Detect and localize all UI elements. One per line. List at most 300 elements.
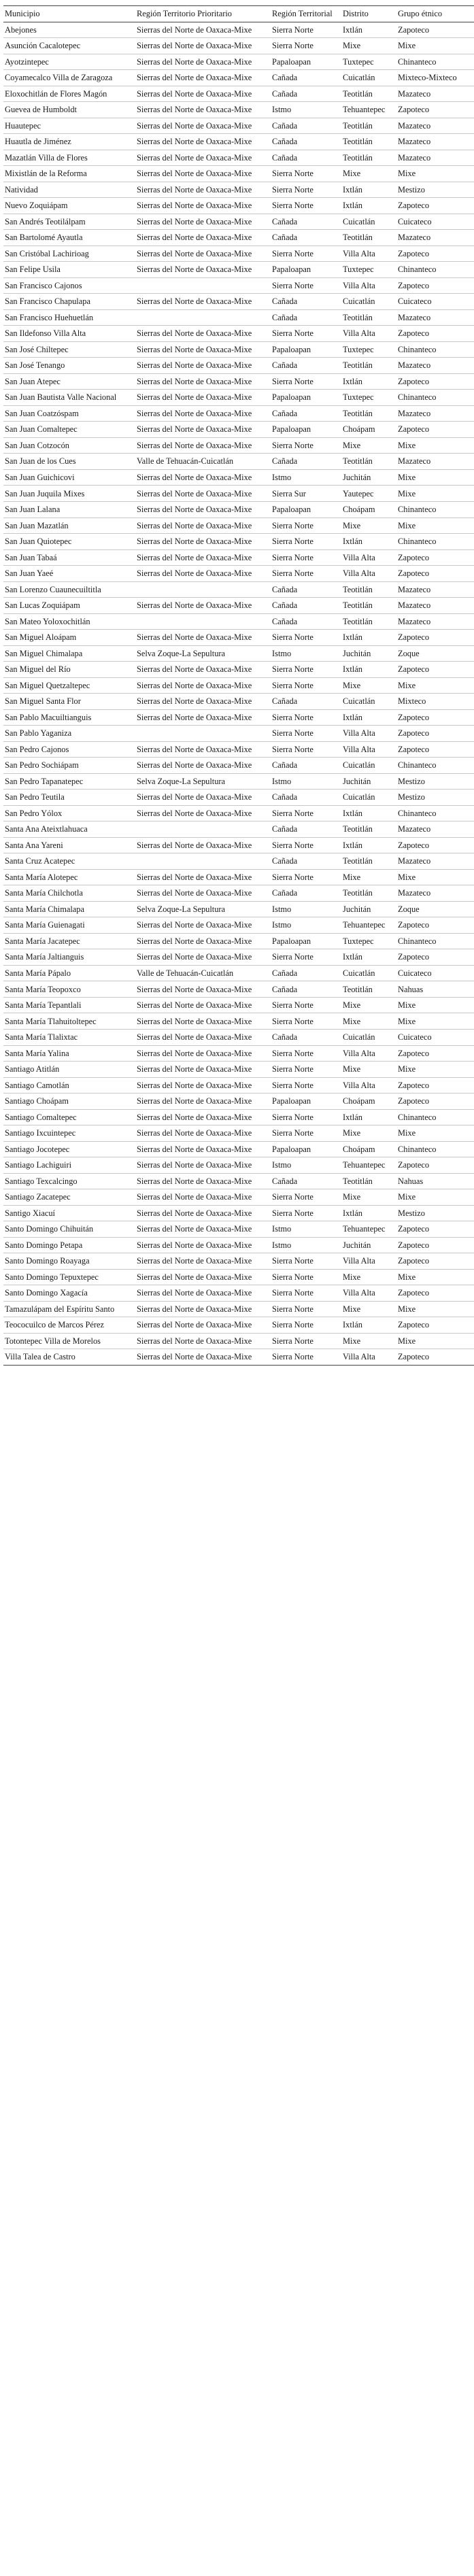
distrito-cell: Villa Alta <box>341 726 396 742</box>
municipio-cell: Santa María Jaltianguis <box>3 949 135 966</box>
region-prioritaria-cell <box>135 277 271 294</box>
grupo-etnico-cell: Zapoteco <box>396 630 474 646</box>
region-prioritaria-cell: Selva Zoque-La Sepultura <box>135 645 271 662</box>
distrito-cell: Ixtlán <box>341 1109 396 1125</box>
region-territorial-cell: Papaloapan <box>271 54 341 70</box>
grupo-etnico-cell: Mazateco <box>396 885 474 902</box>
region-prioritaria-cell: Sierras del Norte de Oaxaca-Mixe <box>135 1317 271 1334</box>
municipio-cell: San Mateo Yoloxochitlán <box>3 613 135 630</box>
region-territorial-cell: Sierra Norte <box>271 630 341 646</box>
table-row <box>3 358 474 374</box>
distrito-cell: Teotitlán <box>341 613 396 630</box>
municipio-cell: Santiago Lachiguiri <box>3 1157 135 1174</box>
region-prioritaria-cell: Sierras del Norte de Oaxaca-Mixe <box>135 1349 271 1366</box>
distrito-cell: Ixtlán <box>341 1205 396 1221</box>
table-row <box>3 1349 474 1366</box>
municipio-cell: Huautla de Jiménez <box>3 134 135 150</box>
distrito-cell: Villa Alta <box>341 741 396 758</box>
region-prioritaria-cell: Sierras del Norte de Oaxaca-Mixe <box>135 662 271 678</box>
grupo-etnico-cell: Zapoteco <box>396 662 474 678</box>
municipio-cell: San Juan Juquila Mixes <box>3 486 135 502</box>
table-row <box>3 150 474 166</box>
table-row <box>3 245 474 262</box>
region-prioritaria-cell: Sierras del Norte de Oaxaca-Mixe <box>135 86 271 102</box>
table-row <box>3 469 474 486</box>
region-territorial-cell: Istmo <box>271 469 341 486</box>
region-territorial-cell: Sierra Norte <box>271 38 341 54</box>
grupo-etnico-cell: Chinanteco <box>396 805 474 821</box>
municipio-cell: San Juan Guichicovi <box>3 469 135 486</box>
region-territorial-cell: Istmo <box>271 1221 341 1238</box>
grupo-etnico-cell: Mixe <box>396 869 474 885</box>
region-prioritaria-cell: Sierras del Norte de Oaxaca-Mixe <box>135 1030 271 1046</box>
distrito-cell: Tehuantepec <box>341 102 396 118</box>
table-row <box>3 598 474 614</box>
region-prioritaria-cell: Sierras del Norte de Oaxaca-Mixe <box>135 437 271 454</box>
municipio-cell: Santa María Pápalo <box>3 965 135 981</box>
municipio-cell: Santigo Xiacuí <box>3 1205 135 1221</box>
region-prioritaria-cell: Sierras del Norte de Oaxaca-Mixe <box>135 1253 271 1270</box>
grupo-etnico-cell: Mixe <box>396 518 474 534</box>
grupo-etnico-cell: Mestizo <box>396 182 474 198</box>
region-territorial-cell: Sierra Norte <box>271 1189 341 1206</box>
municipio-cell: Tamazulápam del Espíritu Santo <box>3 1301 135 1317</box>
distrito-cell: Mixe <box>341 38 396 54</box>
table-row <box>3 837 474 853</box>
grupo-etnico-cell: Mixe <box>396 1189 474 1206</box>
distrito-cell: Teotitlán <box>341 581 396 598</box>
municipio-cell: San Andrés Teotilálpam <box>3 214 135 230</box>
region-territorial-cell: Cañada <box>271 1030 341 1046</box>
municipio-cell: Santa María Tlahuitoltepec <box>3 1013 135 1030</box>
region-prioritaria-cell: Sierras del Norte de Oaxaca-Mixe <box>135 566 271 582</box>
region-territorial-cell: Cañada <box>271 790 341 806</box>
grupo-etnico-cell: Chinanteco <box>396 758 474 774</box>
table-row <box>3 262 474 278</box>
municipio-cell: Santa María Teopoxco <box>3 981 135 998</box>
region-territorial-cell: Sierra Norte <box>271 1125 341 1142</box>
municipio-cell: San Pedro Yólox <box>3 805 135 821</box>
distrito-cell: Villa Alta <box>341 326 396 342</box>
region-prioritaria-cell: Sierras del Norte de Oaxaca-Mixe <box>135 949 271 966</box>
region-prioritaria-cell: Sierras del Norte de Oaxaca-Mixe <box>135 885 271 902</box>
region-territorial-cell: Cañada <box>271 965 341 981</box>
grupo-etnico-cell: Mazateco <box>396 358 474 374</box>
table-row <box>3 326 474 342</box>
region-prioritaria-cell: Sierras del Norte de Oaxaca-Mixe <box>135 1173 271 1189</box>
municipio-cell: San Juan Cotzocón <box>3 437 135 454</box>
grupo-etnico-cell: Chinanteco <box>396 501 474 518</box>
municipio-cell: Huautepec <box>3 118 135 134</box>
region-prioritaria-cell: Sierras del Norte de Oaxaca-Mixe <box>135 1062 271 1078</box>
region-prioritaria-cell: Sierras del Norte de Oaxaca-Mixe <box>135 150 271 166</box>
grupo-etnico-cell: Cuicateco <box>396 1030 474 1046</box>
region-territorial-cell: Sierra Norte <box>271 1349 341 1366</box>
region-prioritaria-cell: Sierras del Norte de Oaxaca-Mixe <box>135 230 271 246</box>
grupo-etnico-cell: Chinanteco <box>396 534 474 550</box>
distrito-cell: Ixtlán <box>341 182 396 198</box>
municipio-cell: San Cristóbal Lachirioag <box>3 245 135 262</box>
region-territorial-cell: Cañada <box>271 70 341 86</box>
table-row <box>3 1062 474 1078</box>
municipio-cell: Santa María Guienagati <box>3 917 135 934</box>
region-territorial-cell: Istmo <box>271 102 341 118</box>
grupo-etnico-cell: Zoque <box>396 645 474 662</box>
table-row <box>3 1237 474 1253</box>
distrito-cell: Teotitlán <box>341 309 396 326</box>
municipio-cell: Santo Domingo Roayaga <box>3 1253 135 1270</box>
municipio-cell: Santo Domingo Chihuitán <box>3 1221 135 1238</box>
region-territorial-cell: Sierra Norte <box>271 1301 341 1317</box>
region-territorial-cell: Cañada <box>271 118 341 134</box>
region-territorial-cell: Cañada <box>271 134 341 150</box>
table-row <box>3 997 474 1013</box>
municipio-cell: Santa Cruz Acatepec <box>3 853 135 870</box>
grupo-etnico-cell: Chinanteco <box>396 390 474 406</box>
municipio-cell: Santiago Camotlán <box>3 1077 135 1094</box>
region-prioritaria-cell: Sierras del Norte de Oaxaca-Mixe <box>135 1285 271 1302</box>
table-row <box>3 645 474 662</box>
distrito-cell: Teotitlán <box>341 454 396 470</box>
distrito-cell: Mixe <box>341 1125 396 1142</box>
region-territorial-cell: Cañada <box>271 598 341 614</box>
region-territorial-cell: Sierra Norte <box>271 166 341 182</box>
region-prioritaria-cell <box>135 613 271 630</box>
table-row <box>3 613 474 630</box>
municipio-cell: Natividad <box>3 182 135 198</box>
region-territorial-cell: Sierra Norte <box>271 741 341 758</box>
region-territorial-cell: Cañada <box>271 1173 341 1189</box>
table-row <box>3 437 474 454</box>
region-prioritaria-cell <box>135 821 271 838</box>
table-row <box>3 1173 474 1189</box>
municipio-cell: San Juan Quiotepec <box>3 534 135 550</box>
municipio-cell: Santiago Comaltepec <box>3 1109 135 1125</box>
region-prioritaria-cell: Sierras del Norte de Oaxaca-Mixe <box>135 1077 271 1094</box>
municipio-cell: Santa María Alotepec <box>3 869 135 885</box>
municipio-cell: Santo Domingo Xagacía <box>3 1285 135 1302</box>
distrito-cell: Cuicatlán <box>341 790 396 806</box>
table-row <box>3 1013 474 1030</box>
municipios-table <box>3 5 474 1366</box>
region-territorial-cell: Sierra Norte <box>271 1013 341 1030</box>
region-territorial-cell: Sierra Norte <box>271 1285 341 1302</box>
table-row <box>3 1317 474 1334</box>
grupo-etnico-cell: Mixe <box>396 486 474 502</box>
table-row <box>3 566 474 582</box>
region-prioritaria-cell <box>135 726 271 742</box>
region-prioritaria-cell: Sierras del Norte de Oaxaca-Mixe <box>135 677 271 694</box>
municipio-cell: Santa Ana Ateixtlahuaca <box>3 821 135 838</box>
grupo-etnico-cell: Mazateco <box>396 821 474 838</box>
grupo-etnico-cell: Mazateco <box>396 309 474 326</box>
distrito-cell: Teotitlán <box>341 405 396 422</box>
region-prioritaria-cell: Sierras del Norte de Oaxaca-Mixe <box>135 1094 271 1110</box>
distrito-cell: Mixe <box>341 869 396 885</box>
region-territorial-cell: Sierra Norte <box>271 1253 341 1270</box>
table-row <box>3 277 474 294</box>
table-row <box>3 758 474 774</box>
grupo-etnico-cell: Mixe <box>396 1013 474 1030</box>
distrito-cell: Ixtlán <box>341 949 396 966</box>
table-row <box>3 501 474 518</box>
table-row <box>3 1125 474 1142</box>
region-territorial-cell: Sierra Norte <box>271 566 341 582</box>
grupo-etnico-cell: Chinanteco <box>396 1141 474 1157</box>
distrito-cell: Yautepec <box>341 486 396 502</box>
region-territorial-cell: Sierra Norte <box>271 997 341 1013</box>
distrito-cell: Mixe <box>341 1189 396 1206</box>
region-prioritaria-cell: Sierras del Norte de Oaxaca-Mixe <box>135 262 271 278</box>
distrito-cell: Ixtlán <box>341 1317 396 1334</box>
region-prioritaria-cell: Sierras del Norte de Oaxaca-Mixe <box>135 70 271 86</box>
municipio-cell: San Miguel del Río <box>3 662 135 678</box>
grupo-etnico-cell: Mazateco <box>396 454 474 470</box>
table-row <box>3 405 474 422</box>
table-row <box>3 38 474 54</box>
distrito-cell: Tuxtepec <box>341 262 396 278</box>
table-row <box>3 294 474 310</box>
distrito-cell: Teotitlán <box>341 598 396 614</box>
municipio-cell: Ayotzintepec <box>3 54 135 70</box>
table-row <box>3 230 474 246</box>
table-row <box>3 534 474 550</box>
header-distrito: Distrito <box>341 6 396 22</box>
region-territorial-cell: Cañada <box>271 581 341 598</box>
region-territorial-cell: Cañada <box>271 150 341 166</box>
grupo-etnico-cell: Zapoteco <box>396 1237 474 1253</box>
table-row <box>3 1109 474 1125</box>
region-territorial-cell: Cañada <box>271 358 341 374</box>
distrito-cell: Ixtlán <box>341 709 396 726</box>
distrito-cell: Teotitlán <box>341 134 396 150</box>
region-prioritaria-cell: Sierras del Norte de Oaxaca-Mixe <box>135 630 271 646</box>
region-prioritaria-cell: Sierras del Norte de Oaxaca-Mixe <box>135 1333 271 1349</box>
municipio-cell: Teococuilco de Marcos Pérez <box>3 1317 135 1334</box>
distrito-cell: Juchitán <box>341 469 396 486</box>
region-territorial-cell: Cañada <box>271 405 341 422</box>
distrito-cell: Teotitlán <box>341 358 396 374</box>
distrito-cell: Cuicatlán <box>341 758 396 774</box>
region-territorial-cell: Cañada <box>271 758 341 774</box>
table-row <box>3 1205 474 1221</box>
municipio-cell: Santo Domingo Petapa <box>3 1237 135 1253</box>
region-prioritaria-cell: Sierras del Norte de Oaxaca-Mixe <box>135 1205 271 1221</box>
distrito-cell: Mixe <box>341 518 396 534</box>
municipio-cell: San Francisco Chapulapa <box>3 294 135 310</box>
region-territorial-cell: Istmo <box>271 645 341 662</box>
municipio-cell: Santa María Yalina <box>3 1045 135 1062</box>
region-territorial-cell: Sierra Norte <box>271 1269 341 1285</box>
grupo-etnico-cell: Zapoteco <box>396 277 474 294</box>
grupo-etnico-cell: Mixteco <box>396 694 474 710</box>
region-territorial-cell: Sierra Norte <box>271 182 341 198</box>
municipio-cell: Asunción Cacalotepec <box>3 38 135 54</box>
distrito-cell: Cuicatlán <box>341 214 396 230</box>
distrito-cell: Villa Alta <box>341 245 396 262</box>
region-prioritaria-cell: Sierras del Norte de Oaxaca-Mixe <box>135 758 271 774</box>
grupo-etnico-cell: Cuicateco <box>396 294 474 310</box>
grupo-etnico-cell: Zapoteco <box>396 1349 474 1366</box>
region-territorial-cell: Sierra Norte <box>271 709 341 726</box>
region-prioritaria-cell: Sierras del Norte de Oaxaca-Mixe <box>135 933 271 949</box>
region-prioritaria-cell: Sierras del Norte de Oaxaca-Mixe <box>135 534 271 550</box>
region-prioritaria-cell: Sierras del Norte de Oaxaca-Mixe <box>135 22 271 38</box>
grupo-etnico-cell: Zoque <box>396 901 474 917</box>
region-territorial-cell: Cañada <box>271 981 341 998</box>
table-row <box>3 102 474 118</box>
region-prioritaria-cell: Valle de Tehuacán-Cuicatlán <box>135 965 271 981</box>
region-prioritaria-cell: Sierras del Norte de Oaxaca-Mixe <box>135 118 271 134</box>
grupo-etnico-cell: Mazateco <box>396 853 474 870</box>
municipio-cell: San Pedro Teutila <box>3 790 135 806</box>
table-row <box>3 1285 474 1302</box>
region-territorial-cell: Papaloapan <box>271 501 341 518</box>
grupo-etnico-cell: Mazateco <box>396 405 474 422</box>
region-prioritaria-cell: Sierras del Norte de Oaxaca-Mixe <box>135 741 271 758</box>
region-prioritaria-cell: Sierras del Norte de Oaxaca-Mixe <box>135 134 271 150</box>
region-prioritaria-cell: Sierras del Norte de Oaxaca-Mixe <box>135 1269 271 1285</box>
region-territorial-cell: Sierra Norte <box>271 869 341 885</box>
region-prioritaria-cell: Sierras del Norte de Oaxaca-Mixe <box>135 469 271 486</box>
distrito-cell: Tuxtepec <box>341 933 396 949</box>
table-row <box>3 1253 474 1270</box>
region-territorial-cell: Sierra Norte <box>271 549 341 566</box>
municipio-cell: Santo Domingo Tepuxtepec <box>3 1269 135 1285</box>
table-row <box>3 901 474 917</box>
region-territorial-cell: Sierra Norte <box>271 277 341 294</box>
distrito-cell: Tuxtepec <box>341 390 396 406</box>
distrito-cell: Ixtlán <box>341 22 396 38</box>
header-region-territorial: Región Territorial <box>271 6 341 22</box>
distrito-cell: Mixe <box>341 997 396 1013</box>
distrito-cell: Ixtlán <box>341 373 396 390</box>
distrito-cell: Villa Alta <box>341 1045 396 1062</box>
region-prioritaria-cell: Sierras del Norte de Oaxaca-Mixe <box>135 1301 271 1317</box>
region-prioritaria-cell: Selva Zoque-La Sepultura <box>135 773 271 790</box>
grupo-etnico-cell: Chinanteco <box>396 933 474 949</box>
grupo-etnico-cell: Mixteco-Mixteco <box>396 70 474 86</box>
municipio-cell: Santiago Jocotepec <box>3 1141 135 1157</box>
table-row <box>3 869 474 885</box>
region-prioritaria-cell: Sierras del Norte de Oaxaca-Mixe <box>135 486 271 502</box>
region-territorial-cell: Papaloapan <box>271 341 341 358</box>
grupo-etnico-cell: Nahuas <box>396 981 474 998</box>
header-municipio: Municipio <box>3 6 135 22</box>
grupo-etnico-cell: Zapoteco <box>396 1317 474 1334</box>
distrito-cell: Tehuantepec <box>341 917 396 934</box>
region-prioritaria-cell: Sierras del Norte de Oaxaca-Mixe <box>135 1125 271 1142</box>
distrito-cell: Juchitán <box>341 773 396 790</box>
region-prioritaria-cell: Sierras del Norte de Oaxaca-Mixe <box>135 549 271 566</box>
region-territorial-cell: Sierra Norte <box>271 1317 341 1334</box>
table-row <box>3 694 474 710</box>
municipio-cell: Santa María Tepantlali <box>3 997 135 1013</box>
grupo-etnico-cell: Zapoteco <box>396 198 474 214</box>
table-row <box>3 790 474 806</box>
municipio-cell: Mazatlán Villa de Flores <box>3 150 135 166</box>
distrito-cell: Tehuantepec <box>341 1157 396 1174</box>
municipio-cell: San Pablo Yaganiza <box>3 726 135 742</box>
region-territorial-cell: Sierra Norte <box>271 1045 341 1062</box>
region-territorial-cell: Papaloapan <box>271 262 341 278</box>
grupo-etnico-cell: Mixe <box>396 1269 474 1285</box>
table-row <box>3 518 474 534</box>
region-territorial-cell: Sierra Norte <box>271 326 341 342</box>
region-territorial-cell: Papaloapan <box>271 933 341 949</box>
region-territorial-cell: Sierra Norte <box>271 22 341 38</box>
region-prioritaria-cell: Sierras del Norte de Oaxaca-Mixe <box>135 245 271 262</box>
municipio-cell: Santa María Jacatepec <box>3 933 135 949</box>
table-row <box>3 949 474 966</box>
municipio-cell: San Bartolomé Ayautla <box>3 230 135 246</box>
distrito-cell: Cuicatlán <box>341 1030 396 1046</box>
region-prioritaria-cell: Sierras del Norte de Oaxaca-Mixe <box>135 1045 271 1062</box>
region-prioritaria-cell: Selva Zoque-La Sepultura <box>135 901 271 917</box>
region-territorial-cell: Papaloapan <box>271 422 341 438</box>
municipio-cell: Santiago Ixcuintepec <box>3 1125 135 1142</box>
grupo-etnico-cell: Zapoteco <box>396 326 474 342</box>
municipio-cell: Eloxochitlán de Flores Magón <box>3 86 135 102</box>
table-row <box>3 853 474 870</box>
grupo-etnico-cell: Mestizo <box>396 790 474 806</box>
municipio-cell: Guevea de Humboldt <box>3 102 135 118</box>
region-territorial-cell: Sierra Norte <box>271 1062 341 1078</box>
table-row <box>3 390 474 406</box>
municipio-cell: San Miguel Aloápam <box>3 630 135 646</box>
region-prioritaria-cell <box>135 581 271 598</box>
municipio-cell: Nuevo Zoquiápam <box>3 198 135 214</box>
municipio-cell: San Lucas Zoquiápam <box>3 598 135 614</box>
region-prioritaria-cell: Sierras del Norte de Oaxaca-Mixe <box>135 1221 271 1238</box>
distrito-cell: Choápam <box>341 1094 396 1110</box>
municipio-cell: San Pablo Macuiltianguis <box>3 709 135 726</box>
distrito-cell: Villa Alta <box>341 1253 396 1270</box>
table-row <box>3 1189 474 1206</box>
table-row <box>3 1030 474 1046</box>
grupo-etnico-cell: Zapoteco <box>396 917 474 934</box>
region-prioritaria-cell: Sierras del Norte de Oaxaca-Mixe <box>135 1237 271 1253</box>
distrito-cell: Teotitlán <box>341 150 396 166</box>
region-territorial-cell: Cañada <box>271 885 341 902</box>
municipio-cell: Santiago Texcalcingo <box>3 1173 135 1189</box>
region-prioritaria-cell: Sierras del Norte de Oaxaca-Mixe <box>135 997 271 1013</box>
region-territorial-cell: Cañada <box>271 454 341 470</box>
table-row <box>3 981 474 998</box>
grupo-etnico-cell: Mestizo <box>396 773 474 790</box>
region-prioritaria-cell: Sierras del Norte de Oaxaca-Mixe <box>135 1157 271 1174</box>
distrito-cell: Ixtlán <box>341 805 396 821</box>
municipio-cell: San Pedro Tapanatepec <box>3 773 135 790</box>
region-territorial-cell: Sierra Norte <box>271 518 341 534</box>
table-row <box>3 885 474 902</box>
table-row <box>3 677 474 694</box>
grupo-etnico-cell: Zapoteco <box>396 1045 474 1062</box>
grupo-etnico-cell: Mixe <box>396 1333 474 1349</box>
region-prioritaria-cell: Sierras del Norte de Oaxaca-Mixe <box>135 54 271 70</box>
municipio-cell: San Ildefonso Villa Alta <box>3 326 135 342</box>
table-row <box>3 422 474 438</box>
distrito-cell: Cuicatlán <box>341 965 396 981</box>
grupo-etnico-cell: Mazateco <box>396 230 474 246</box>
table-row <box>3 965 474 981</box>
grupo-etnico-cell: Zapoteco <box>396 1253 474 1270</box>
table-row <box>3 70 474 86</box>
municipio-cell: San Felipe Usila <box>3 262 135 278</box>
distrito-cell: Choápam <box>341 501 396 518</box>
grupo-etnico-cell: Chinanteco <box>396 1109 474 1125</box>
region-territorial-cell: Cañada <box>271 294 341 310</box>
